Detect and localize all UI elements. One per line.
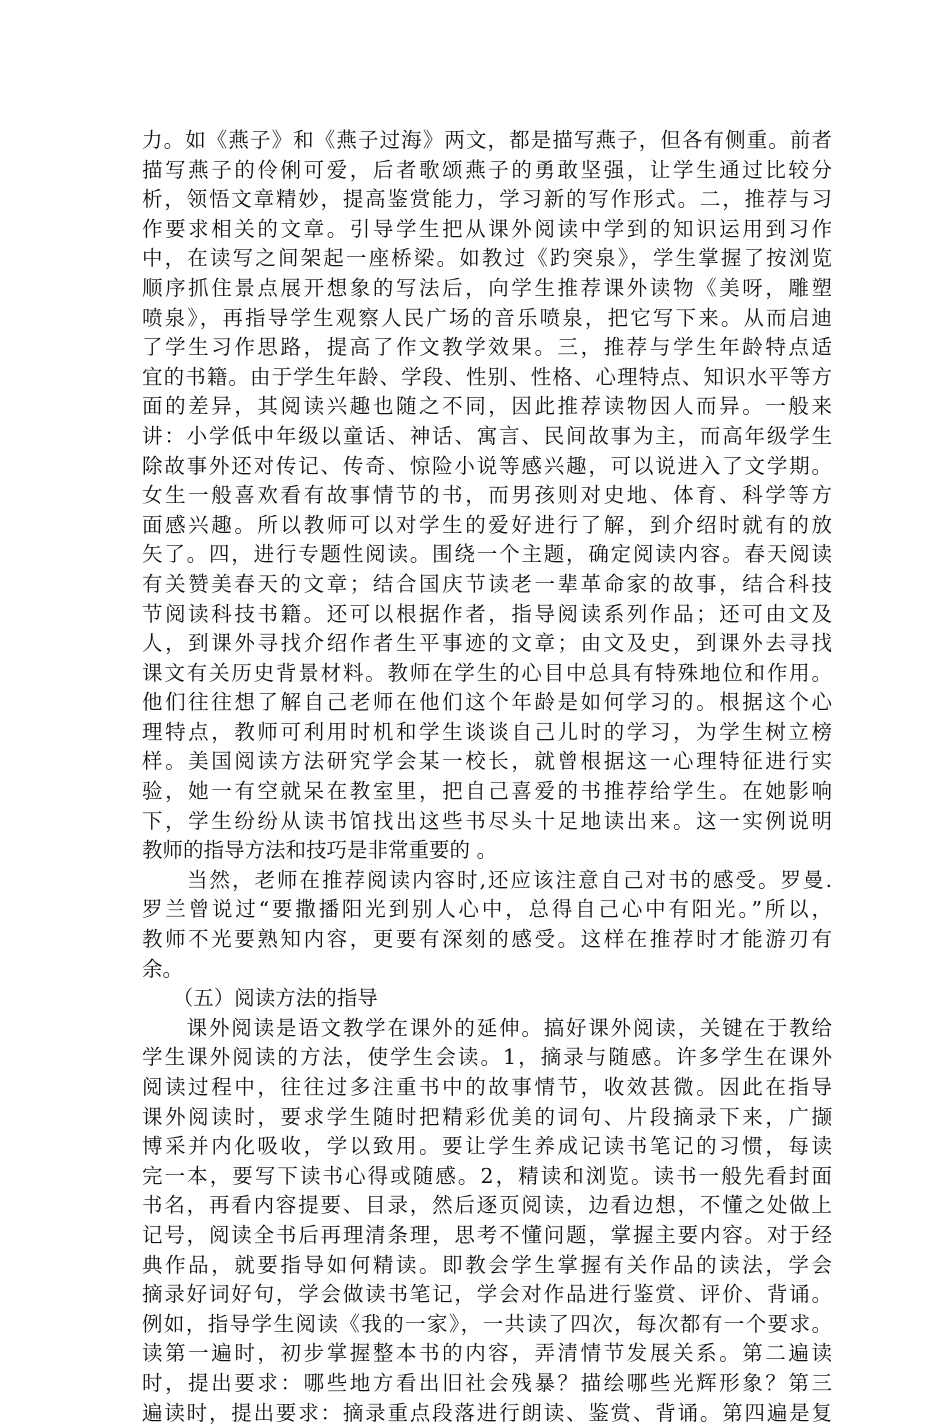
text-line: 读第一遍时，初步掌握整本书的内容，弄清情节发展关系。第二遍读 [142,1341,832,1366]
text-line: 书名，再看内容提要、目录，然后逐页阅读，边看边想，不懂之处做上 [142,1193,832,1218]
text-line: 作要求相关的文章。引导学生把从课外阅读中学到的知识运用到习作 [142,216,832,241]
text-line: 阅读过程中，往往过多注重书中的故事情节，收效甚微。因此在指导 [142,1075,832,1099]
text-line: 博采并内化吸收，学以致用。要让学生养成记读书笔记的习惯，每读 [142,1134,832,1159]
text-line: 记号，阅读全书后再理清条理，思考不懂问题，掌握主要内容。对于经 [142,1222,832,1247]
text-line: 摘录好词好句，学会做读书笔记，学会对作品进行鉴赏、评价、背诵。 [142,1282,832,1307]
text-line: 节阅读科技书籍。还可以根据作者，指导阅读系列作品；还可由文及 [142,601,832,626]
text-line: 课文有关历史背景材料。教师在学生的心目中总具有特殊地位和作用。 [142,660,832,685]
text-line: 理特点，教师可利用时机和学生谈谈自己儿时的学习，为学生树立榜 [142,719,832,744]
text-line: 余。 [142,956,183,981]
text-line: （五）阅读方法的指导 [142,986,378,1011]
text-line: 矢了。四，进行专题性阅读。围绕一个主题，确定阅读内容。春天阅读 [142,542,832,567]
text-line: 面的差异，其阅读兴趣也随之不同，因此推荐读物因人而异。一般来 [142,394,832,419]
text-line: 有关赞美春天的文章；结合国庆节读老一辈革命家的故事，结合科技 [142,571,832,596]
text-line: 遍读时，提出要求：摘录重点段落进行朗读、鉴赏、背诵。第四遍是复 [142,1400,832,1425]
text-line: 女生一般喜欢看有故事情节的书，而男孩则对史地、体育、科学等方 [142,483,832,508]
text-line: 除故事外还对传记、传奇、惊险小说等感兴趣，可以说进入了文学期。 [142,453,832,478]
text-line: 喷泉》，再指导学生观察人民广场的音乐喷泉，把它写下来。从而启迪 [142,305,832,330]
text-line: 例如，指导学生阅读《我的一家》，一共读了四次，每次都有一个要求。 [142,1311,832,1336]
text-line: 当然，老师在推荐阅读内容时,还应该注意自己对书的感受。罗曼. [142,867,832,892]
text-line: 宜的书籍。由于学生年龄、学段、性别、性格、心理特点、知识水平等方 [142,364,832,389]
text-line: 力。如《燕子》和《燕子过海》两文，都是描写燕子，但各有侧重。前者 [142,128,832,152]
text-line: 人，到课外寻找介绍作者生平事迹的文章；由文及史，到课外去寻找 [142,631,832,656]
text-line: 了学生习作思路，提高了作文教学效果。三，推荐与学生年龄特点适 [142,335,832,360]
document-body [142,126,832,1428]
text-line: 顺序抓住景点展开想象的写法后，向学生推荐课外读物《美呀，雕塑 [142,275,832,300]
text-line: 样。美国阅读方法研究学会某一校长，就曾根据这一心理特征进行实 [142,749,832,774]
text-line: 课外阅读时，要求学生随时把精彩优美的词句、片段摘录下来，广撷 [142,1104,832,1129]
text-line: 时，提出要求：哪些地方看出旧社会残暴？描绘哪些光辉形象？第三 [142,1370,832,1395]
text-line: 罗兰曾说过“要撒播阳光到别人心中，总得自己心中有阳光。”所以， [142,897,832,922]
text-line: 完一本，要写下读书心得或随感。2，精读和浏览。读书一般先看封面 [142,1163,832,1188]
text-line: 中，在读写之间架起一座桥梁。如教过《趵突泉》，学生掌握了按浏览 [142,246,832,271]
text-line: 析，领悟文章精妙，提高鉴赏能力，学习新的写作形式。二，推荐与习 [142,187,832,212]
text-line: 他们往往想了解自己老师在他们这个年龄是如何学习的。根据这个心 [142,690,832,715]
text-line: 面感兴趣。所以教师可以对学生的爱好进行了解，到介绍时就有的放 [142,512,832,537]
text-line: 描写燕子的伶俐可爱，后者歌颂燕子的勇敢坚强，让学生通过比较分 [142,157,832,182]
text-line: 讲：小学低中年级以童话、神话、寓言、民间故事为主，而高年级学生 [142,423,832,448]
text-line: 典作品，就要指导如何精读。即教会学生掌握有关作品的读法，学会 [142,1252,832,1277]
text-line: 验，她一有空就呆在教室里，把自己喜爱的书推荐给学生。在她影响 [142,779,832,804]
text-line: 学生课外阅读的方法，使学生会读。1，摘录与随感。许多学生在课外 [142,1045,832,1070]
text-line: 教师不光要熟知内容，更要有深刻的感受。这样在推荐时才能游刃有 [142,927,832,952]
text-line: 教师的指导方法和技巧是非常重要的 。 [142,838,498,863]
text-line: 课外阅读是语文教学在课外的延伸。搞好课外阅读，关键在于教给 [142,1015,832,1040]
text-line: 下，学生纷纷从读书馆找出这些书尽头十足地读出来。这一实例说明 [142,808,832,833]
